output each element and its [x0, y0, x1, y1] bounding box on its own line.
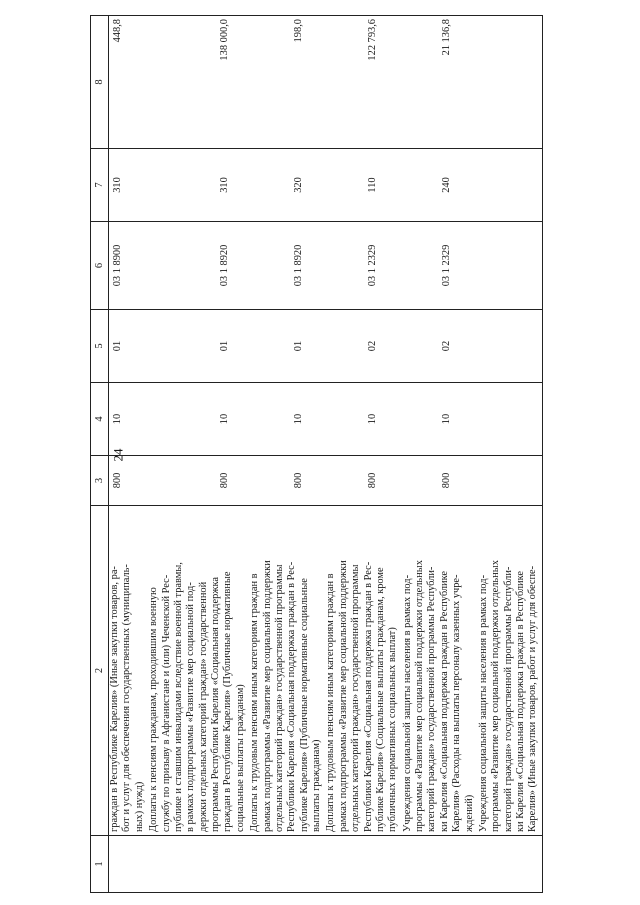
column-5-cell: 01 01 01 02 02 [109, 310, 543, 383]
column-header: 4 [91, 383, 109, 456]
column-header: 2 [91, 506, 109, 836]
budget-table-rotated [90, 16, 539, 893]
row-description: Доплаты к пенсиям гражданам, проходившим военную службу по призыву в Афганистане и (или) Чеченской Рес- публике и ставшим инвалидами вследствие военной травмы, в рамках подпрограммы «Развитие мер социальной под- держки отдельных категорий граждан» государственной программы Республики Карелия «Социальная поддержка граждан в Республике Карелия» (Публичные нормативные социальные выплаты гражданам) [148, 562, 246, 832]
column-header: 3 [91, 456, 109, 506]
column-6-cell: 03 1 8900 03 1 8920 03 1 8920 03 1 2329 03 1 2329 [109, 222, 543, 310]
row-description: Доплаты к трудовым пенсиям иным категориям граждан в рамках подпрограммы «Развитие мер социальной поддержки отдельных категорий граждан» государственной программы Республики Карелия «Социальная поддержка граждан в Рес- публике Карелия» (Социальные выплаты гражданам, кроме публичных нормативных социальных выплат) [325, 560, 399, 832]
description-cell [109, 506, 543, 836]
row-description: Учреждения социальной защиты населения в рамках под- программы «Развитие мер социальной поддержки отдельных категорий граждан» государственной программы Республи- ки Карелия «Социальная поддержка граждан в Республике Карелия» (Расходы на выплаты персоналу казенных учре- ждений) [401, 560, 475, 832]
column-4-cell: 10 10 10 10 10 [109, 383, 543, 456]
budget-table [90, 15, 543, 893]
column-header: 8 [91, 16, 109, 149]
column-header: 5 [91, 310, 109, 383]
row-description: Учреждения социальной защиты населения в рамках под- программы «Развитие мер социальной поддержки отдельных категорий граждан» государственной программы Республи- ки Карелия «Социальная поддержка граждан в Республике Карелия» (Иные закупки товаров, работ и услуг для обеспе- [477, 560, 539, 832]
page-number: 24 [110, 448, 126, 462]
table-row [109, 16, 543, 893]
column-7-cell: 310 310 320 110 240 [109, 149, 543, 222]
column-header: 6 [91, 222, 109, 310]
continuation-text: граждан в Республике Карелия» (Иные закупки товаров, ра- бот и услуг для обеспечения государственных (муниципаль- ных) нужд) [109, 564, 145, 832]
column-8-cell: 448,8 138 000,0 198,0 122 793,6 21 136,8 [109, 16, 543, 149]
column-3-cell: 800 800 800 800 800 [109, 456, 543, 506]
column-1-cell [109, 836, 543, 893]
column-header: 7 [91, 149, 109, 222]
column-header: 1 [91, 836, 109, 893]
row-description: Доплаты к трудовым пенсиям иным категориям граждан в рамках подпрограммы «Развитие мер социальной поддержки отдельных категорий граждан» государственной программы Республики Карелия «Социальная поддержка граждан в Рес- публике Карелия» (Публичные нормативные социальные выплаты гражданам) [249, 560, 322, 832]
table-header-row [91, 16, 109, 893]
